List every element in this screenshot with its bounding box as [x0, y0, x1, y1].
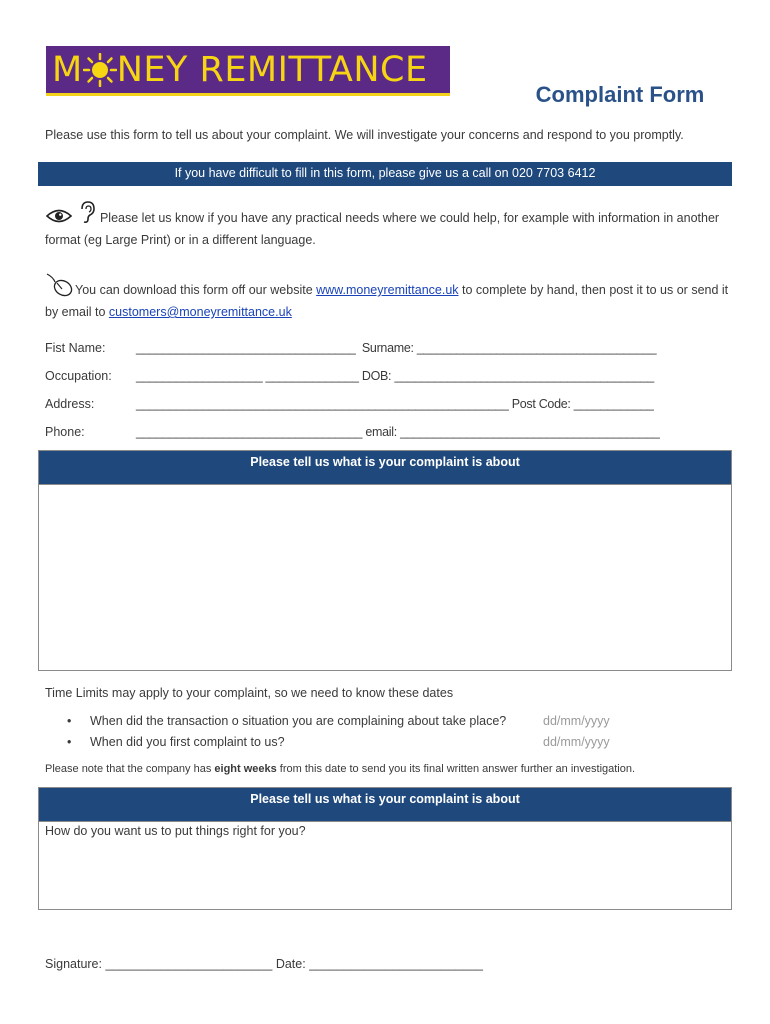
transaction-date-question: When did the transaction o situation you are complaining about take place? — [90, 714, 507, 728]
address-field[interactable]: ________________________________________________________ Post Code: ____________ — [136, 397, 654, 411]
mouse-icon — [45, 272, 75, 303]
company-logo — [46, 46, 450, 96]
complaint-box-header: Please tell us what is your complaint is about — [39, 451, 731, 485]
ear-icon — [78, 200, 96, 230]
phone-field[interactable]: __________________________________ email: _______________________________________ — [136, 425, 660, 439]
surname-label: Surname: — [361, 341, 414, 355]
practical-needs-text: Please let us know if you have any practical needs where we could help, for example with information in another format (eg Large Print) or in a different language. — [45, 211, 720, 247]
phone-label: Phone: — [45, 425, 85, 439]
surname-field[interactable]: ____________________________________ — [416, 341, 657, 355]
occupation-label: Occupation: — [45, 369, 112, 383]
logo-text: M NEY REMITTANCE — [52, 50, 428, 90]
resolution-box-header: Please tell us what is your complaint is about — [39, 788, 731, 822]
postcode-label: Post Code: — [511, 397, 571, 411]
time-limits-intro: Time Limits may apply to your complaint, so we need to know these dates — [45, 686, 454, 700]
call-info-bar: If you have difficult to fill in this form, please give us a call on 020 7703 6412 — [38, 162, 732, 186]
address-label: Address: — [45, 397, 95, 411]
dob-label: DOB: — [361, 369, 392, 383]
signature-label: Signature: — [45, 957, 102, 971]
resolution-box[interactable] — [38, 787, 732, 910]
postcode-field[interactable]: ____________ — [573, 397, 654, 411]
email-link[interactable]: customers@moneyremittance.uk — [108, 305, 292, 319]
practical-needs-section — [45, 200, 735, 250]
bullet-icon: • — [67, 735, 72, 749]
bullet-icon: • — [67, 714, 72, 728]
dob-field[interactable]: _______________________________________ — [394, 369, 654, 383]
first-name-field[interactable]: _________________________________ Surname: ____________________________________ — [136, 341, 657, 355]
transaction-date-field[interactable]: dd/mm/yyyy — [543, 714, 610, 728]
website-link[interactable]: www.moneyremittance.uk — [316, 283, 459, 297]
first-complaint-question: When did you first complaint to us? — [90, 735, 285, 749]
eye-icon — [45, 208, 73, 230]
intro-text: Please use this form to tell us about your complaint. We will investigate your concerns and respond to you promptly. — [45, 128, 684, 142]
download-text-2: to complete by hand, then post it to us or send it by email to — [45, 283, 729, 319]
signature-field[interactable]: ________________________ — [105, 957, 273, 971]
page-title: Complaint Form — [535, 82, 705, 107]
first-complaint-date-field[interactable]: dd/mm/yyyy — [543, 735, 610, 749]
date-label: Date: — [275, 957, 306, 971]
resolution-question: How do you want us to put things right for you? — [45, 824, 306, 838]
complaint-box[interactable] — [38, 450, 732, 671]
sun-icon — [83, 48, 117, 92]
occupation-field[interactable]: ___________________ ______________ DOB: _______________________________________ — [136, 369, 654, 383]
signature-row — [45, 957, 483, 971]
download-text-1: You can download this form off our website — [75, 283, 317, 297]
date-field[interactable]: _________________________ — [309, 957, 483, 971]
download-section — [45, 272, 735, 321]
email-field[interactable]: _______________________________________ — [400, 425, 660, 439]
email-label: email: — [365, 425, 397, 439]
eight-weeks-note: Please note that the company has eight weeks from this date to send you its final written answer further an investigation. — [45, 763, 636, 775]
first-name-label: Fist Name: — [45, 341, 106, 355]
